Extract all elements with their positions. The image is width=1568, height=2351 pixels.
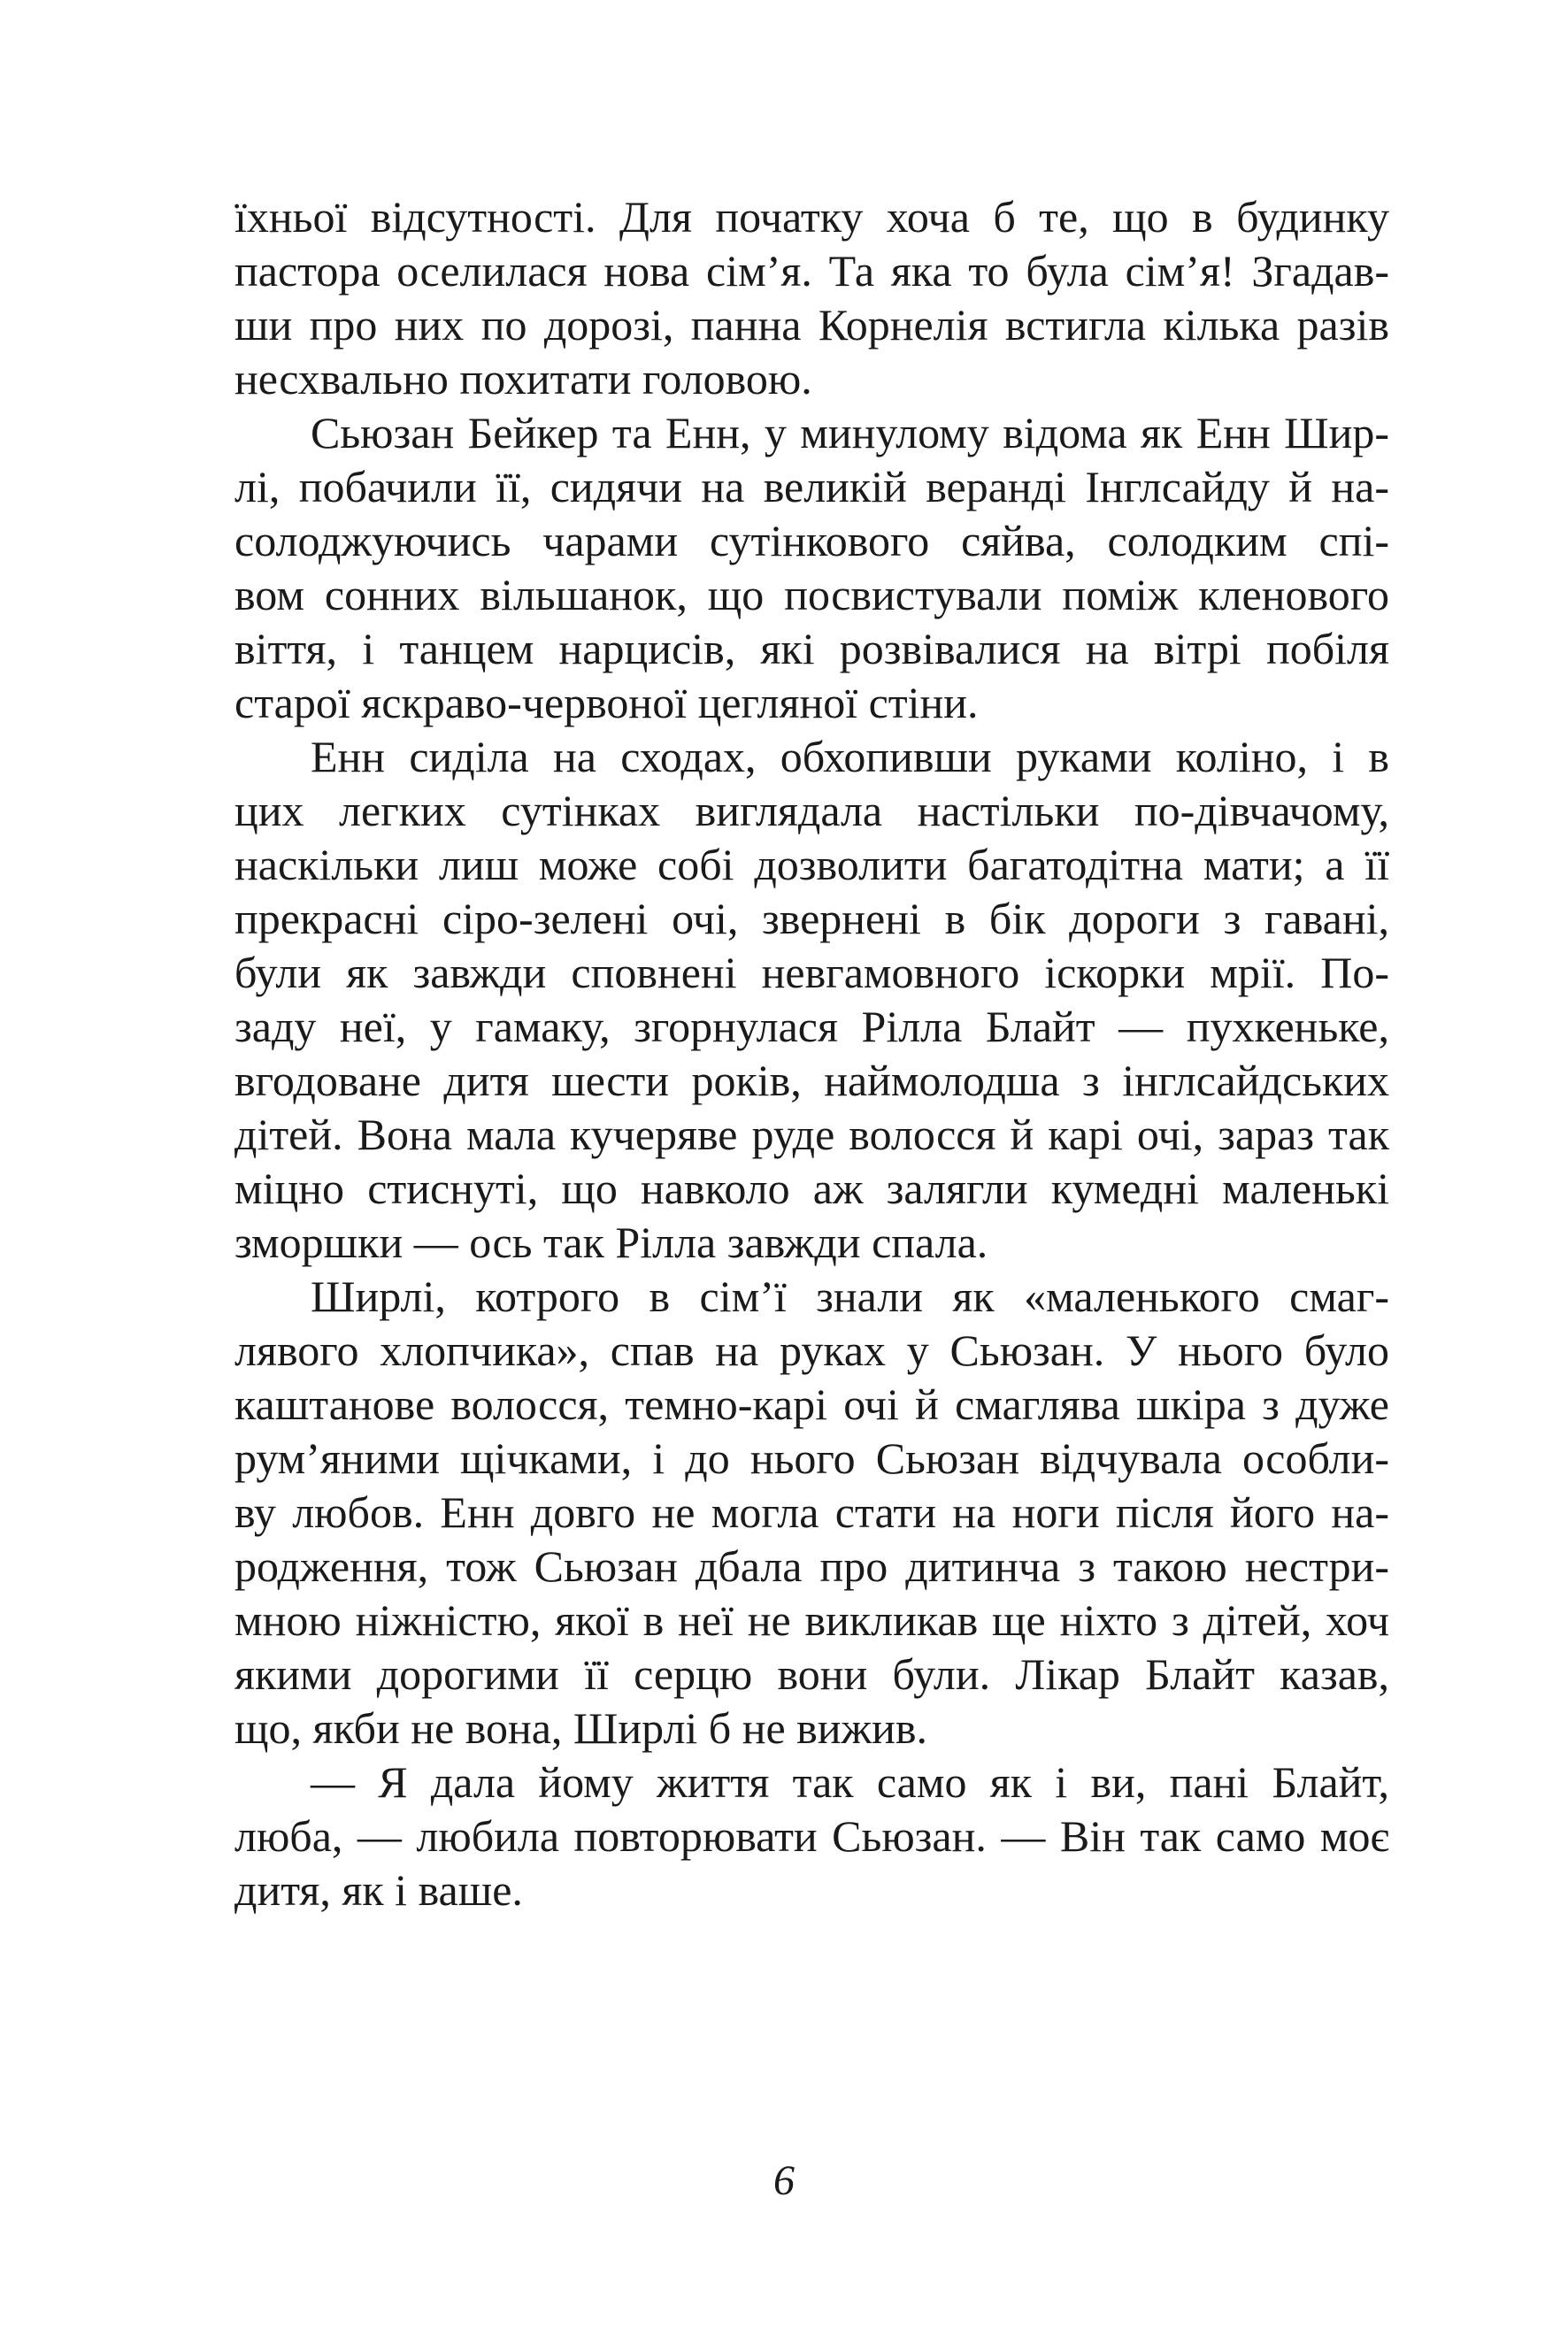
text-line: родження, тож Сьюзан дбала про дитинча з такою нестри- xyxy=(234,1541,1389,1591)
text-line: вгодоване дитя шести років, наймолодша з інглсайдських xyxy=(234,1056,1389,1105)
text-line: люба, — любила повторювати Сьюзан. — Він так само моє xyxy=(234,1811,1389,1861)
text-line: лявого хлопчика», спав на руках у Сьюзан. У нього було xyxy=(234,1325,1389,1375)
text-line: старої яскраво-червоної цегляної стіни. xyxy=(234,678,979,727)
paragraph xyxy=(234,730,1389,1270)
text-line: дитя, як і ваше. xyxy=(234,1865,523,1915)
text-line: Сьюзан Бейкер та Енн, у минулому відома як Енн Шир- xyxy=(311,408,1389,457)
paragraph xyxy=(234,406,1389,730)
text-line: дітей. Вона мала кучеряве руде волосся й карі очі, зараз так xyxy=(234,1110,1389,1159)
text-line: Ширлі, котрого в сім’ї знали як «маленького смаг- xyxy=(311,1272,1389,1321)
text-line: зморшки — ось так Рілла завжди спала. xyxy=(234,1218,988,1267)
text-line: що, якби не вона, Ширлі б не вижив. xyxy=(234,1703,927,1753)
text-line: їхньої відсутності. Для початку хоча б те, що в будинку xyxy=(234,192,1389,242)
text-line: ши про них по дорозі, панна Корнелія встигла кілька разів xyxy=(234,300,1389,350)
text-line: заду неї, у гамаку, згорнулася Рілла Блайт — пухкеньке, xyxy=(234,1002,1389,1051)
text-line: рум’яними щічками, і до нього Сьюзан відчувала особли- xyxy=(234,1433,1389,1483)
text-line: наскільки лиш може собі дозволити багатодітна мати; а її xyxy=(234,840,1389,889)
text-line: віття, і танцем нарцисів, які розвівалися на вітрі побіля xyxy=(234,624,1389,673)
text-line: каштанове волосся, темно-карі очі й смаглява шкіра з дуже xyxy=(234,1379,1389,1429)
text-line: цих легких сутінках виглядала настільки по-дівчачому, xyxy=(234,786,1389,835)
text-line: солоджуючись чарами сутінкового сяйва, солодким спі- xyxy=(234,516,1389,565)
text-line: несхвально похитати головою. xyxy=(234,354,812,403)
text-line: лі, побачили її, сидячи на великій веранді Інглсайду й на- xyxy=(234,462,1389,511)
paragraph xyxy=(234,1756,1389,1917)
page-number: 6 xyxy=(773,2157,795,2204)
text-line: прекрасні сіро-зелені очі, звернені в бік дороги з гавані, xyxy=(234,894,1389,943)
text-line: пастора оселилася нова сім’я. Та яка то була сім’я! Згадав- xyxy=(234,246,1389,296)
paragraph xyxy=(234,190,1389,406)
text-line: Енн сиділа на сходах, обхопивши руками коліно, і в xyxy=(311,732,1389,781)
text-line: міцно стиснуті, що навколо аж залягли кумедні маленькі xyxy=(234,1164,1389,1213)
text-line: ву любов. Енн довго не могла стати на ноги після його на- xyxy=(234,1487,1389,1537)
text-line: — Я дала йому життя так само як і ви, пані Блайт, xyxy=(311,1757,1389,1807)
text-line: якими дорогими її серцю вони були. Лікар Блайт казав, xyxy=(234,1649,1389,1699)
paragraph xyxy=(234,1270,1389,1756)
text-line: мною ніжністю, якої в неї не викликав ще ніхто з дітей, хоч xyxy=(234,1595,1389,1645)
book-page-text xyxy=(234,190,1389,1917)
text-line: були як завжди сповнені невгамовного іскорки мрії. По- xyxy=(234,948,1389,997)
text-line: вом сонних вільшанок, що посвистували поміж кленового xyxy=(234,570,1389,619)
